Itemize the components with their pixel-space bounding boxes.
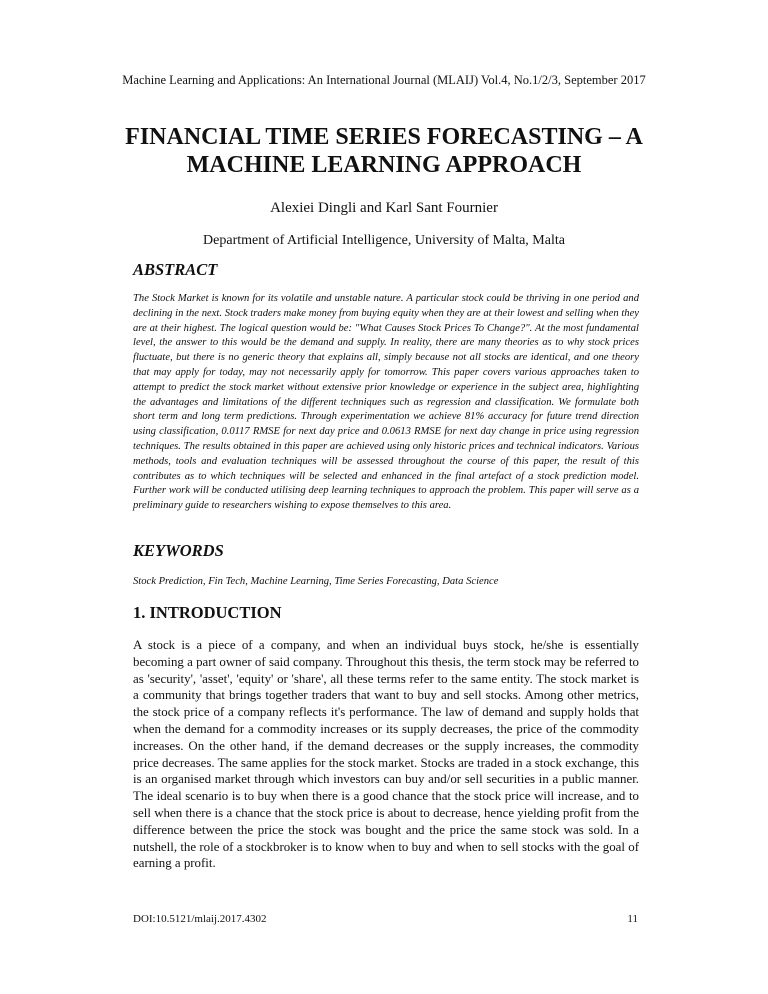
introduction-text: A stock is a piece of a company, and when an individual buys stock, he/she is essentially becoming a part owner of said company. Throughout this thesis, the term stock may be referred to as 'security', 'asset', 'equity' or 'share', all these terms refer to the same entity. The stock market is a community that brings together traders that want to buy and sell stocks. Among other metrics, the stock price of a company reflects it's performance. The law of demand and supply holds that when the demand for a commodity increases or its supply decreases, the price of the commodity increases. On the other hand, if the demand decreases or the supply increases, the commodity price decreases. The same applies for the stock market. Stocks are traded in a stock exchange, this is an organised market through which investors can buy and/or sell securities in a public manner. The ideal scenario is to buy when there is a good chance that the stock price will increase, and to sell when there is a chance that the stock price is about to decrease, hence yielding profit from the difference between the price the stock was bought and the price the same stock was sold. In a nutshell, the role of a stockbroker is to know when to buy and when to sell stocks with the goal of earning a profit. bbox=[133, 638, 639, 871]
keywords-heading: KEYWORDS bbox=[133, 541, 224, 560]
page-number: 11 bbox=[627, 913, 638, 925]
paper-title: FINANCIAL TIME SERIES FORECASTING – A MACHINE LEARNING APPROACH bbox=[125, 124, 643, 178]
introduction-heading: 1. INTRODUCTION bbox=[133, 603, 282, 622]
abstract-heading: ABSTRACT bbox=[133, 260, 218, 279]
abstract-text: The Stock Market is known for its volatile and unstable nature. A particular stock could be thriving in one period and declining in the next. Stock traders make money from buying equity when they are at their lowest and selling when they are at their highest. The logical question would be: "What Causes Stock Prices To Change?". At the most fundamental level, the answer to this would be the demand and supply. In reality, there are many theories as to why stock prices fluctuate, but there is no generic theory that explains all, simply because not all stocks are identical, and one theory that may apply for today, may not necessarily apply for tomorrow. This paper covers various approaches taken to attempt to predict the stock market without extensive prior knowledge or experience in the subject area, highlighting the advantages and limitations of the different techniques such as regression and classification. We formulate both short term and long term predictions. Through experimentation we achieve 81% accuracy for future trend direction using classification, 0.0117 RMSE for next day price and 0.0613 RMSE for next day change in price using regression techniques. The results obtained in this paper are achieved using only historic prices and technical indicators. Various methods, tools and evaluation techniques will be assessed throughout the course of this paper, the result of this contributes as to which techniques will be selected and enhanced in the final artefact of a stock prediction model. Further work will be conducted utilising deep learning techniques to approach the problem. This paper will serve as a preliminary guide to researchers wishing to expose themselves to this area. bbox=[133, 293, 639, 512]
footer-doi: DOI:10.5121/mlaij.2017.4302 bbox=[133, 913, 267, 925]
affiliation: Department of Artificial Intelligence, University of Malta, Malta bbox=[203, 233, 565, 248]
keywords-text: Stock Prediction, Fin Tech, Machine Learning, Time Series Forecasting, Data Science bbox=[133, 576, 499, 587]
authors: Alexiei Dingli and Karl Sant Fournier bbox=[270, 200, 498, 216]
running-head: Machine Learning and Applications: An International Journal (MLAIJ) Vol.4, No.1/2/3, September 2017 bbox=[122, 73, 646, 87]
